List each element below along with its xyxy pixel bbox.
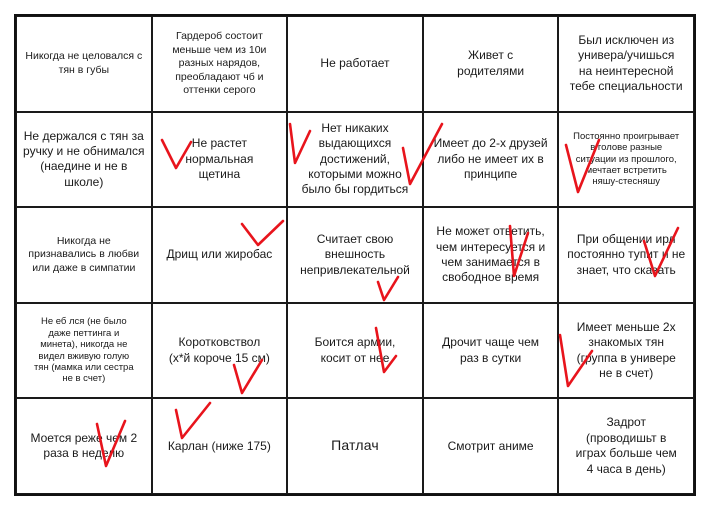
bingo-cell[interactable] (287, 112, 423, 208)
bingo-cell[interactable] (558, 112, 694, 208)
bingo-board (14, 14, 696, 496)
cell-text: Дрочит чаще чем раз в сутки (442, 335, 540, 365)
bingo-cell[interactable] (423, 16, 559, 112)
bingo-cell[interactable] (16, 303, 152, 399)
bingo-cell[interactable] (558, 398, 694, 494)
cell-text: Не может ответить, чем интересуется и чем занимается в свободное время (435, 224, 546, 285)
cell-text: Дрищ или жиробас (166, 247, 273, 262)
cell-text: Имеет меньше 2х знакомых тян (группа в универе не в счет) (576, 319, 676, 380)
cell-text: Никогда не целовался с тян в губы (25, 50, 143, 76)
bingo-cell[interactable] (16, 112, 152, 208)
bingo-cell[interactable] (152, 207, 288, 303)
bingo-cell[interactable] (152, 16, 288, 112)
cell-text: Был исключен из универa/учишься на неинтересной тебе специальности (569, 33, 683, 94)
cell-text: Постоянно проигрывает в голове разные ситуации из прошлого, мечтает встретить няшу-стесняшу (573, 130, 680, 188)
cell-text: Не работает (320, 56, 390, 71)
cell-text: Живет с родителями (457, 48, 525, 78)
bingo-cell[interactable] (558, 303, 694, 399)
cell-text: Нет никаких выдающихся достижений, которыми можно было бы гордиться (301, 120, 409, 197)
cell-text: Моется реже чем 2 раза в неделю (30, 430, 138, 461)
cell-text: Не еб лся (не было даже петтинга и минета), никогда не видел вживую голую тян (мамка или сестра не в счет) (33, 316, 134, 385)
bingo-cell[interactable] (16, 207, 152, 303)
cell-text: Имеет до 2-х друзей либо не имеет их в принципе (433, 136, 548, 182)
cell-text: Карлан (ниже 175) (167, 438, 271, 453)
cell-text: Задрот (проводишьт в играх больше чем 4 часа в день) (575, 415, 677, 476)
cell-text: Боится армии, косит от нее (314, 335, 396, 365)
cell-text: Никогда не признавались в любви или даже в симпатии (28, 234, 140, 274)
bingo-cell[interactable] (423, 398, 559, 494)
cell-text: Смотрит аниме (447, 438, 534, 453)
bingo-cell[interactable] (423, 303, 559, 399)
bingo-cell[interactable] (423, 112, 559, 208)
cell-text: Гардероб состоит меньше чем из 10и разных нарядов, преобладают чб и оттенки серого (172, 30, 267, 96)
bingo-cell[interactable] (287, 207, 423, 303)
bingo-cell-center[interactable] (287, 398, 423, 494)
bingo-cell[interactable] (287, 303, 423, 399)
bingo-cell[interactable] (287, 16, 423, 112)
cell-text: Считает свою внешность непривлекательной (300, 231, 410, 277)
bingo-cell[interactable] (16, 16, 152, 112)
cell-text: Не держался с тян за ручку и не обнимался (наедине и не в школе) (23, 128, 145, 189)
cell-text: При общении ирл постоянно тупит и не знает, что сказать (567, 231, 686, 277)
bingo-cell[interactable] (558, 207, 694, 303)
bingo-cell[interactable] (423, 207, 559, 303)
bingo-cell[interactable] (152, 303, 288, 399)
cell-text: Патлач (331, 437, 379, 454)
cell-text: Не растет нормальная щетина (185, 136, 254, 182)
bingo-cell[interactable] (558, 16, 694, 112)
bingo-cell[interactable] (152, 112, 288, 208)
bingo-cell[interactable] (152, 398, 288, 494)
cell-text: Коротковствол (х*й короче 15 см) (168, 335, 270, 365)
bingo-cell[interactable] (16, 398, 152, 494)
